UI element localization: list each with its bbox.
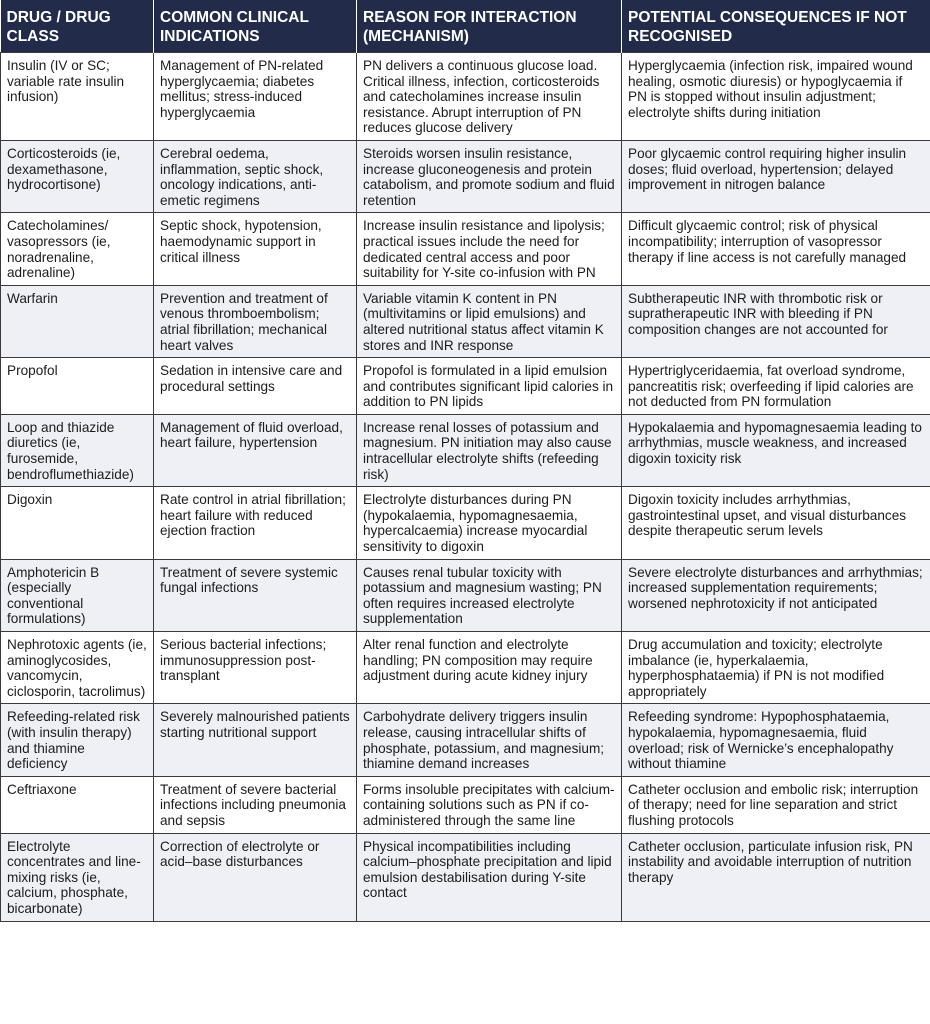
- cell-clinical-indications: Management of PN-related hyperglycaemia; diabetes mellitus; stress-induced hyperglycaemia: [154, 53, 357, 141]
- cell-mechanism: Physical incompatibilities including calcium–phosphate precipitation and lipid emulsion destabilisation during Y-site contact: [357, 833, 622, 921]
- header-consequences: POTENTIAL CONSEQUENCES IF NOT RECOGNISED: [622, 0, 930, 53]
- cell-drug-class: Ceftriaxone: [1, 776, 154, 833]
- header-row: [1, 0, 930, 53]
- cell-clinical-indications: Cerebral oedema, inflammation, septic shock, oncology indications, anti-emetic regimens: [154, 140, 357, 212]
- table-row: [1, 559, 930, 631]
- cell-consequences: Refeeding syndrome: Hypophosphataemia, hypokalaemia, hypomagnesaemia, fluid overload; risk of Wernicke’s encephalopathy without thiamine: [622, 704, 930, 776]
- cell-drug-class: Nephrotoxic agents (ie, aminoglycosides, vancomycin, ciclosporin, tacrolimus): [1, 632, 154, 704]
- cell-consequences: Difficult glycaemic control; risk of physical incompatibility; interruption of vasopressor therapy if line access is not carefully managed: [622, 213, 930, 285]
- cell-drug-class: Refeeding-related risk (with insulin therapy) and thiamine deficiency: [1, 704, 154, 776]
- cell-consequences: Poor glycaemic control requiring higher insulin doses; fluid overload, hypertension; delayed improvement in nitrogen balance: [622, 140, 930, 212]
- cell-consequences: Digoxin toxicity includes arrhythmias, gastrointestinal upset, and visual disturbances despite therapeutic serum levels: [622, 487, 930, 559]
- cell-clinical-indications: Sedation in intensive care and procedural settings: [154, 358, 357, 415]
- table-row: [1, 285, 930, 357]
- table-row: [1, 833, 930, 921]
- table-row: [1, 414, 930, 486]
- cell-mechanism: Carbohydrate delivery triggers insulin release, causing intracellular shifts of phosphate, potassium, and magnesium; thiamine demand increases: [357, 704, 622, 776]
- table-row: [1, 213, 930, 285]
- cell-mechanism: PN delivers a continuous glucose load. Critical illness, infection, corticosteroids and catecholamines increase insulin resistance. Abrupt interruption of PN reduces glucose delivery: [357, 53, 622, 141]
- table-row: [1, 140, 930, 212]
- table-row: [1, 358, 930, 415]
- table-row: [1, 53, 930, 141]
- table-row: [1, 704, 930, 776]
- cell-mechanism: Alter renal function and electrolyte handling; PN composition may require adjustment during acute kidney injury: [357, 632, 622, 704]
- table-body: [1, 53, 930, 922]
- cell-drug-class: Warfarin: [1, 285, 154, 357]
- cell-mechanism: Causes renal tubular toxicity with potassium and magnesium wasting; PN often requires increased electrolyte supplementation: [357, 559, 622, 631]
- cell-mechanism: Propofol is formulated in a lipid emulsion and contributes significant lipid calories in addition to PN lipids: [357, 358, 622, 415]
- cell-consequences: Hypokalaemia and hypomagnesaemia leading to arrhythmias, muscle weakness, and increased digoxin toxicity risk: [622, 414, 930, 486]
- cell-drug-class: Corticosteroids (ie, dexamethasone, hydrocortisone): [1, 140, 154, 212]
- cell-clinical-indications: Treatment of severe bacterial infections including pneumonia and sepsis: [154, 776, 357, 833]
- cell-mechanism: Variable vitamin K content in PN (multivitamins or lipid emulsions) and altered nutritional status affect vitamin K stores and INR response: [357, 285, 622, 357]
- table-row: [1, 487, 930, 559]
- cell-clinical-indications: Correction of electrolyte or acid–base disturbances: [154, 833, 357, 921]
- cell-drug-class: Loop and thiazide diuretics (ie, furosemide, bendroflumethiazide): [1, 414, 154, 486]
- cell-clinical-indications: Septic shock, hypotension, haemodynamic support in critical illness: [154, 213, 357, 285]
- header-clinical-indications: COMMON CLINICAL INDICATIONS: [154, 0, 357, 53]
- cell-mechanism: Increase renal losses of potassium and magnesium. PN initiation may also cause intracellular electrolyte shifts (refeeding risk): [357, 414, 622, 486]
- header-mechanism: REASON FOR INTERACTION (MECHANISM): [357, 0, 622, 53]
- cell-clinical-indications: Prevention and treatment of venous thromboembolism; atrial fibrillation; mechanical heart valves: [154, 285, 357, 357]
- cell-drug-class: Insulin (IV or SC; variable rate insulin infusion): [1, 53, 154, 141]
- cell-consequences: Severe electrolyte disturbances and arrhythmias; increased supplementation requirements; worsened nephrotoxicity if not anticipated: [622, 559, 930, 631]
- cell-consequences: Drug accumulation and toxicity; electrolyte imbalance (ie, hyperkalaemia, hyperphosphataemia) if PN is not modified appropriately: [622, 632, 930, 704]
- cell-consequences: Subtherapeutic INR with thrombotic risk or supratherapeutic INR with bleeding if PN composition changes are not accounted for: [622, 285, 930, 357]
- cell-clinical-indications: Management of fluid overload, heart failure, hypertension: [154, 414, 357, 486]
- cell-drug-class: Catecholamines/ vasopressors (ie, noradrenaline, adrenaline): [1, 213, 154, 285]
- cell-mechanism: Increase insulin resistance and lipolysis; practical issues include the need for dedicated central access and poor suitability for Y-site co-infusion with PN: [357, 213, 622, 285]
- cell-drug-class: Electrolyte concentrates and line-mixing risks (ie, calcium, phosphate, bicarbonate): [1, 833, 154, 921]
- cell-consequences: Hyperglycaemia (infection risk, impaired wound healing, osmotic diuresis) or hypoglycaemia if PN is stopped without insulin adjustment; electrolyte shifts during initiation: [622, 53, 930, 141]
- cell-mechanism: Steroids worsen insulin resistance, increase gluconeogenesis and protein catabolism, and promote sodium and fluid retention: [357, 140, 622, 212]
- cell-drug-class: Propofol: [1, 358, 154, 415]
- cell-clinical-indications: Treatment of severe systemic fungal infections: [154, 559, 357, 631]
- table-header: [1, 0, 930, 53]
- cell-clinical-indications: Serious bacterial infections; immunosuppression post-transplant: [154, 632, 357, 704]
- table-row: [1, 776, 930, 833]
- cell-mechanism: Forms insoluble precipitates with calcium-containing solutions such as PN if co-administered through the same line: [357, 776, 622, 833]
- header-drug-class: DRUG / DRUG CLASS: [1, 0, 154, 53]
- cell-clinical-indications: Severely malnourished patients starting nutritional support: [154, 704, 357, 776]
- cell-consequences: Hypertriglyceridaemia, fat overload syndrome, pancreatitis risk; overfeeding if lipid calories are not deducted from PN formulation: [622, 358, 930, 415]
- cell-drug-class: Digoxin: [1, 487, 154, 559]
- cell-clinical-indications: Rate control in atrial fibrillation; heart failure with reduced ejection fraction: [154, 487, 357, 559]
- cell-mechanism: Electrolyte disturbances during PN (hypokalaemia, hypomagnesaemia, hypercalcaemia) increase myocardial sensitivity to digoxin: [357, 487, 622, 559]
- cell-consequences: Catheter occlusion, particulate infusion risk, PN instability and avoidable interruption of nutrition therapy: [622, 833, 930, 921]
- cell-consequences: Catheter occlusion and embolic risk; interruption of therapy; need for line separation and strict flushing protocols: [622, 776, 930, 833]
- cell-drug-class: Amphotericin B (especially conventional formulations): [1, 559, 154, 631]
- table-row: [1, 632, 930, 704]
